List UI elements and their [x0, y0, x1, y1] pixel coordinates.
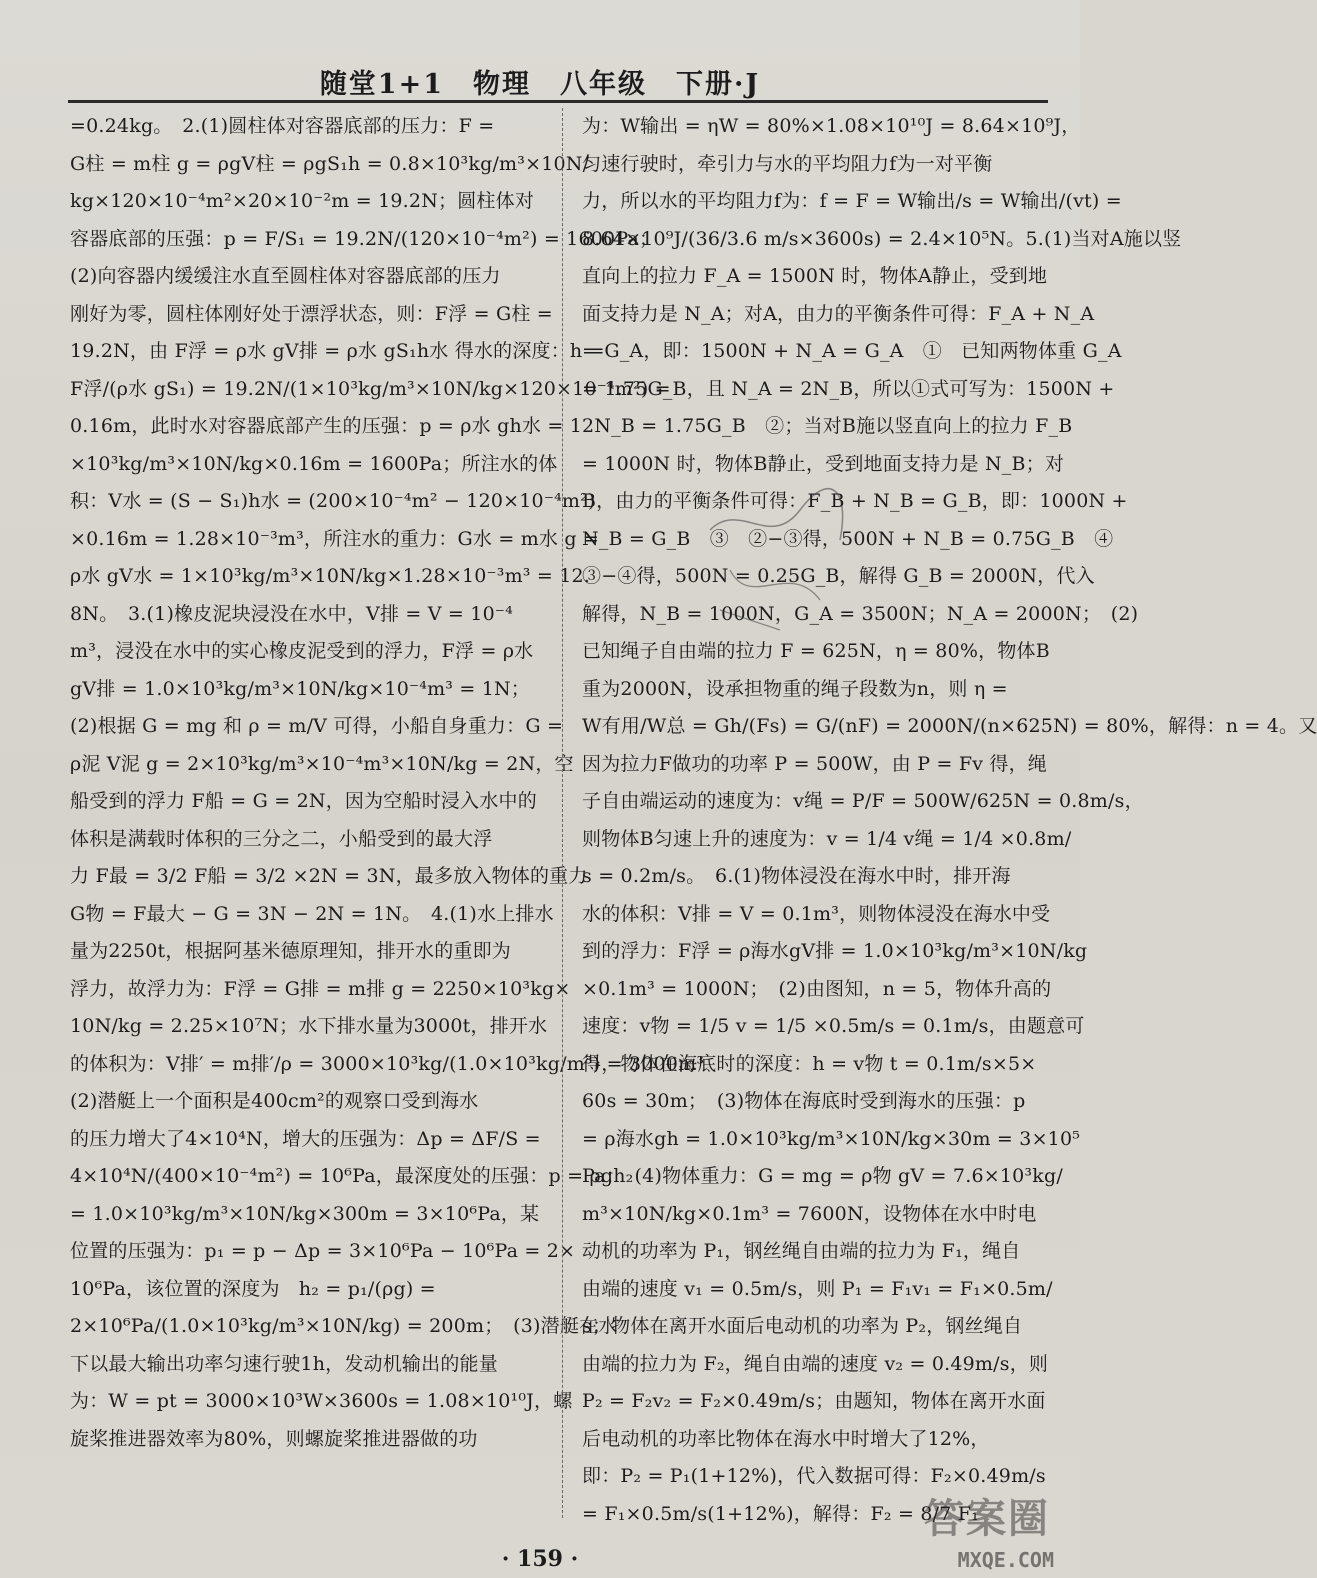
text-line: 解得，N_B = 1000N，G_A = 3500N；N_A = 2000N； (2) [582, 602, 1139, 625]
text-line: G柱 = m柱 g = ρgV柱 = ρgS₁h = 0.8×10³kg/m³×10N/ [70, 152, 590, 175]
text-line: 60s = 30m； (3)物体在海底时受到海水的压强：p [582, 1090, 1026, 1112]
text-line: Pa； (4)物体重力：G = mg = ρ物 gV = 7.6×10³kg/ [582, 1165, 1063, 1187]
text-line: = ρ海水gh = 1.0×10³kg/m³×10N/kg×30m = 3×10⁵ [582, 1127, 1081, 1150]
text-line: ρ水 gV水 = 1×10³kg/m³×10N/kg×1.28×10⁻³m³ = 12. [70, 565, 591, 587]
text-line: =0.24kg。 2.(1)圆柱体对容器底部的压力：F = [70, 115, 495, 137]
text-line: 匀速行驶时，牵引力与水的平均阻力f为一对平衡 [582, 152, 993, 175]
text-line: ×10³kg/m³×10N/kg×0.16m = 1600Pa；所注水的体 [70, 452, 558, 475]
text-line: = 1.0×10³kg/m³×10N/kg×300m = 3×10⁶Pa，某 [70, 1202, 540, 1225]
text-line: 动机的功率为 P₁，钢丝绳自由端的拉力为 F₁，绳自 [582, 1240, 1021, 1262]
text-line: s；物体在离开水面后电动机的功率为 P₂，钢丝绳自 [582, 1315, 1023, 1337]
text-line: 8N。 3.(1)橡皮泥块浸没在水中，V排 = V = 10⁻⁴ [70, 602, 513, 625]
text-line: 后电动机的功率比物体在海水中时增大了12%， [582, 1427, 990, 1450]
text-line: 由端的速度 v₁ = 0.5m/s，则 P₁ = F₁v₁ = F₁×0.5m/ [582, 1277, 1053, 1300]
text-line: kg×120×10⁻⁴m²×20×10⁻²m = 19.2N；圆柱体对 [70, 190, 535, 212]
text-line: 10N/kg = 2.25×10⁷N；水下排水量为3000t，排开水 [70, 1015, 548, 1037]
text-line: ×0.1m³ = 1000N； (2)由图知，n = 5，物体升高的 [582, 977, 1052, 1000]
text-line: P₂ = F₂v₂ = F₂×0.49m/s；由题知，物体在离开水面 [582, 1390, 1046, 1412]
header-rule [68, 100, 1048, 103]
text-line: 力 F最 = 3/2 F船 = 3/2 ×2N = 3N，最多放入物体的重力 [70, 865, 588, 887]
text-line: ρ泥 V泥 g = 2×10³kg/m³×10⁻⁴m³×10N/kg = 2N，空 [70, 752, 574, 775]
text-line: (2)向容器内缓缓注水直至圆柱体对容器底部的压力 [70, 265, 501, 287]
text-line: 浮力，故浮力为：F浮 = G排 = m排 g = 2250×10³kg× [70, 977, 571, 1000]
page-header: 随堂1+1 物理 八年级 下册·J [319, 69, 761, 100]
text-line: 刚好为零，圆柱体刚好处于漂浮状态，则：F浮 = G柱 = [70, 302, 553, 325]
page-number: · 159 · [501, 1546, 579, 1572]
text-line: 子自由端运动的速度为：v绳 = P/F = 500W/625N = 0.8m/s， [582, 790, 1144, 812]
text-line: = 1000N 时，物体B静止，受到地面支持力是 N_B；对 [582, 452, 1065, 475]
watermark-site: MXQE.COM [957, 1548, 1054, 1572]
text-line: 2×10⁶Pa/(1.0×10³kg/m³×10N/kg) = 200m； (3)潜艇在水 [70, 1315, 618, 1337]
text-line: 为：W = pt = 3000×10³W×3600s = 1.08×10¹⁰J，螺 [70, 1390, 573, 1412]
text-line: 水的体积：V排 = V = 0.1m³，则物体浸没在海水中受 [582, 902, 1051, 925]
text-line: 已知绳子自由端的拉力 F = 625N，η = 80%，物体B [582, 640, 1050, 662]
text-line: gV排 = 1.0×10³kg/m³×10N/kg×10⁻⁴m³ = 1N； [70, 677, 531, 700]
pencil-scribble [700, 470, 860, 640]
text-line: W有用/W总 = Gh/(Fs) = G/(nF) = 2000N/(n×625N) = 80%，解得：n = 4。又 [582, 715, 1317, 737]
text-line: ③−④得，500N = 0.25G_B，解得 G_B = 2000N，代入 [582, 565, 1095, 587]
text-line: 面支持力是 N_A；对A，由力的平衡条件可得：F_A + N_A [582, 302, 1095, 325]
text-line: 直向上的拉力 F_A = 1500N 时，物体A静止，受到地 [582, 265, 1048, 287]
text-line: 位置的压强为：p₁ = p − Δp = 3×10⁶Pa − 10⁶Pa = 2× [70, 1240, 576, 1262]
left-column [70, 108, 705, 1518]
text-line: 体积是满载时体积的三分之二，小船受到的最大浮 [70, 827, 493, 850]
text-line: 19.2N，由 F浮 = ρ水 gV排 = ρ水 gS₁h水 得水的深度：h = [70, 340, 605, 362]
text-line: 到的浮力：F浮 = ρ海水gV排 = 1.0×10³kg/m³×10N/kg [582, 940, 1088, 962]
text-line: 10⁶Pa，该位置的深度为 h₂ = p₁/(ρg) = [70, 1277, 436, 1300]
text-line: 则物体B匀速上升的速度为：v = 1/4 v绳 = 1/4 ×0.8m/ [582, 827, 1072, 850]
watermark-logo: 答案圈 [924, 1496, 1050, 1542]
text-line: (2)根据 G = mg 和 ρ = m/V 可得，小船自身重力：G = [70, 715, 564, 737]
text-line: = F₁×0.5m/s(1+12%)，解得：F₂ = 8/7 F₁ [582, 1502, 979, 1525]
text-line: 旋桨推进器效率为80%，则螺旋桨推进器做的功 [70, 1427, 478, 1450]
text-line: 力，所以水的平均阻力f为：f = F = W输出/s = W输出/(vt) = [582, 190, 1122, 212]
text-line: 的体积为：V排′ = m排′/ρ = 3000×10³kg/(1.0×10³kg/m³) = 3000m³ [70, 1052, 705, 1075]
text-line: 8.64×10⁹J/(36/3.6 m/s×3600s) = 2.4×10⁵N。5.(1)当对A施以竖 [582, 227, 1182, 250]
text-line: G物 = F最大 − G = 3N − 2N = 1N。 4.(1)水上排水 [70, 902, 554, 925]
text-line: 量为2250t，根据阿基米德原理知，排开水的重即为 [70, 940, 511, 962]
text-line: 船受到的浮力 F船 = G = 2N，因为空船时浸入水中的 [70, 790, 537, 812]
text-line: 重为2000N，设承担物重的绳子段数为n，则 η = [582, 677, 1008, 700]
text-line: 速度：v物 = 1/5 v = 1/5 ×0.5m/s = 0.1m/s，由题意可 [582, 1015, 1085, 1037]
text-line: 得，物体在海底时的深度：h = v物 t = 0.1m/s×5× [582, 1052, 1037, 1075]
text-line: 2N_B = 1.75G_B ②；当对B施以竖直向上的拉力 F_B [582, 415, 1073, 437]
text-line: 0.16m，此时水对容器底部产生的压强：p = ρ水 gh水 = 1 [70, 415, 582, 437]
text-line: 下以最大输出功率匀速行驶1h，发动机输出的能量 [70, 1352, 498, 1375]
text-line: (2)潜艇上一个面积是400cm²的观察口受到海水 [70, 1090, 479, 1112]
text-line: 即：P₂ = P₁(1+12%)，代入数据可得：F₂×0.49m/s [582, 1465, 1046, 1487]
text-line: 由端的拉力为 F₂，绳自由端的速度 v₂ = 0.49m/s，则 [582, 1352, 1049, 1375]
text-line: B，由力的平衡条件可得：F_B + N_B = G_B，即：1000N + [582, 490, 1128, 512]
text-line: 积：V水 = (S − S₁)h水 = (200×10⁻⁴m² − 120×10⁻⁴m²) [70, 490, 596, 512]
text-line: m³，浸没在水中的实心橡皮泥受到的浮力，F浮 = ρ水 [70, 640, 534, 662]
text-line: 为：W输出 = ηW = 80%×1.08×10¹⁰J = 8.64×10⁹J， [582, 115, 1081, 137]
text-line: F浮/(ρ水 gS₁) = 19.2N/(1×10³kg/m³×10N/kg×120×10⁻⁴m²) = [70, 377, 671, 400]
text-line: = 1.75G_B，且 N_A = 2N_B，所以①式可写为：1500N + [582, 377, 1115, 400]
text-line: 的压力增大了4×10⁴N，增大的压强为：Δp = ΔF/S = [70, 1127, 541, 1150]
text-line: ×0.16m = 1.28×10⁻³m³，所注水的重力：G水 = m水 g = [70, 527, 600, 550]
text-line: 4×10⁴N/(400×10⁻⁴m²) = 10⁶Pa，最深度处的压强：p = ρgh₂ [70, 1165, 634, 1187]
text-line: 因为拉力F做功的功率 P = 500W，由 P = Fv 得，绳 [582, 752, 1047, 775]
column-divider [562, 108, 563, 1518]
text-line: = G_A，即：1500N + N_A = G_A ① 已知两物体重 G_A [582, 340, 1122, 362]
text-line: m³×10N/kg×0.1m³ = 7600N，设物体在水中时电 [582, 1202, 1037, 1225]
text-line: N_B = G_B ③ ②−③得，500N + N_B = 0.75G_B ④ [582, 527, 1114, 550]
text-line: 容器底部的压强：p = F/S₁ = 19.2N/(120×10⁻⁴m²) = 1600Pa； [70, 227, 659, 250]
text-line: s = 0.2m/s。 6.(1)物体浸没在海水中时，排开海 [582, 865, 1011, 887]
